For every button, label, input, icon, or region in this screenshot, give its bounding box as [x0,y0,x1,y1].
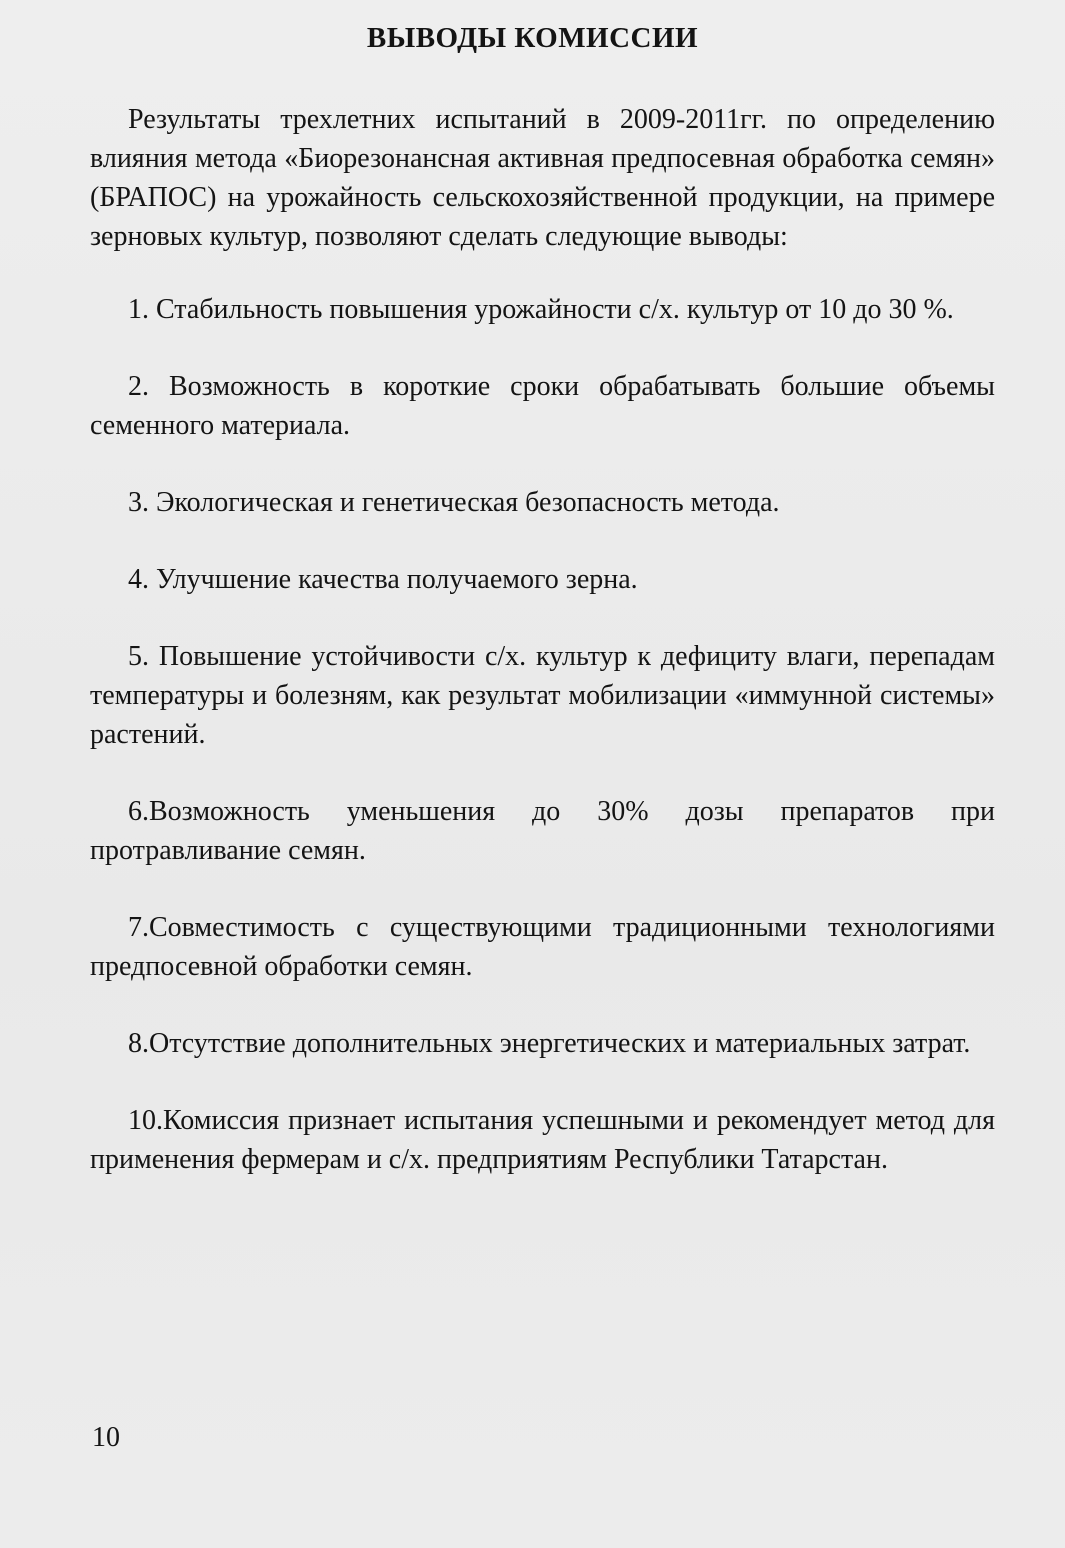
document-title: ВЫВОДЫ КОМИССИИ [366,22,699,54]
conclusion-item-1: 1. Стабильность повышения урожайности с/х. культур от 10 до 30 %. [128,294,954,325]
conclusion-item-8: 8.Отсутствие дополнительных энергетических и материальных затрат. [128,1028,971,1059]
page-number: 10 [92,1422,120,1453]
conclusion-item-6: 6.Возможность уменьшения до 30% дозы препаратов при протравливание семян. [90,796,995,866]
document-body [90,100,995,1179]
conclusion-item-4: 4. Улучшение качества получаемого зерна. [128,564,638,595]
conclusion-item-5: 5. Повышение устойчивости с/х. культур к дефициту влаги, перепадам температуры и болезням, как результат мобилизации «иммунной системы» растений. [90,641,995,750]
conclusion-item-3: 3. Экологическая и генетическая безопасность метода. [128,487,780,518]
conclusion-item-7: 7.Совместимость с существующими традиционными технологиями предпосевной обработки семян. [90,912,995,982]
intro-paragraph: Результаты трехлетних испытаний в 2009-2011гг. по определению влияния метода «Биорезонансная активная предпосевная обработка семян» (БРАПОС) на урожайность сельскохозяйственной продукции, на примере зерновых культур, позволяют сделать следующие выводы: [90,104,995,252]
conclusion-item-2: 2. Возможность в короткие сроки обрабатывать большие объемы семенного материала. [90,371,995,441]
conclusion-item-10: 10.Комиссия признает испытания успешными и рекомендует метод для применения фермерам и с/х. предприятиям Республики Татарстан. [90,1105,995,1175]
